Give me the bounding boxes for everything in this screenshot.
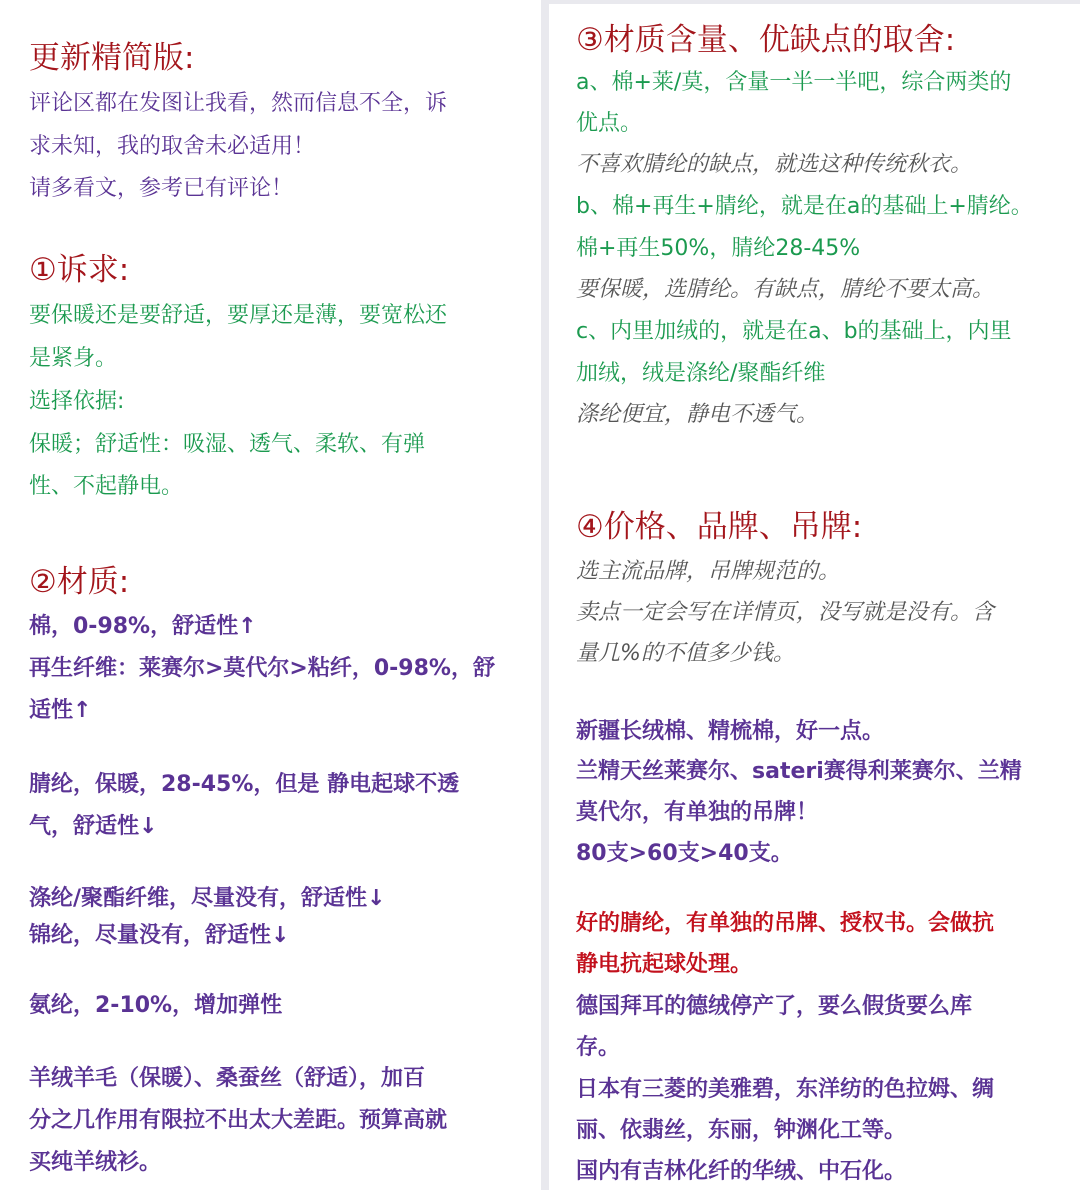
price-note: 选主流品牌，吊牌规范的。 xyxy=(576,559,841,584)
material-polyester: 涤纶/聚酯纤维，尽量没有，舒适性↓ xyxy=(29,886,386,911)
option-a-note: 不喜欢腈纶的缺点，就选这种传统秋衣。 xyxy=(576,152,973,177)
brand-line: 莫代尔，有单独的吊牌！ xyxy=(576,800,819,825)
section-heading-material: ②材质: xyxy=(29,564,130,600)
needs-line: 是紧身。 xyxy=(29,346,118,371)
price-note: 量几%的不值多少钱。 xyxy=(576,641,795,666)
brand-line: 兰精天丝莱赛尔、sateri赛得利莱赛尔、兰精 xyxy=(576,759,1022,784)
material-acrylic: 气，舒适性↓ xyxy=(29,814,158,839)
material-wool: 分之几作用有限拉不出太大差距。预算高就 xyxy=(29,1108,448,1133)
option-b-line: b、棉+再生+腈纶，就是在a的基础上+腈纶。 xyxy=(576,194,1033,219)
needs-line: 性、不起静电。 xyxy=(29,474,184,499)
material-spandex: 氨纶，2-10%，增加弹性 xyxy=(29,993,283,1018)
section-heading-content-tradeoff: ③材质含量、优缺点的取舍: xyxy=(576,22,956,58)
option-b-note: 要保暖，选腈纶。有缺点，腈纶不要太高。 xyxy=(576,277,995,302)
option-c-line: c、内里加绒的，就是在a、b的基础上，内里 xyxy=(576,319,1012,344)
acrylic-brand-line: 国内有吉林化纤的华绒、中石化。 xyxy=(576,1159,907,1184)
needs-line: 保暖；舒适性：吸湿、透气、柔软、有弹 xyxy=(29,432,426,457)
section-heading-needs: ①诉求: xyxy=(29,252,130,288)
intro-line: 求未知，我的取舍未必适用！ xyxy=(29,134,316,159)
price-note: 卖点一定会写在详情页，没写就是没有。含 xyxy=(576,600,995,625)
acrylic-quality-line: 静电抗起球处理。 xyxy=(576,952,753,977)
page-title: 更新精简版: xyxy=(29,40,195,76)
acrylic-brand-line: 日本有三菱的美雅碧，东洋纺的色拉姆、绸 xyxy=(576,1077,995,1102)
needs-line: 选择依据: xyxy=(29,389,125,414)
material-regen: 再生纤维：莱赛尔>莫代尔>粘纤，0-98%，舒 xyxy=(29,656,495,681)
material-nylon: 锦纶，尽量没有，舒适性↓ xyxy=(29,923,290,948)
material-acrylic: 腈纶，保暖，28-45%，但是 静电起球不透 xyxy=(29,772,460,797)
acrylic-brand-line: 德国拜耳的德绒停产了，要么假货要么库 xyxy=(576,994,973,1019)
material-wool: 羊绒羊毛（保暖）、桑蚕丝（舒适），加百 xyxy=(29,1066,426,1091)
option-c-note: 涤纶便宜，静电不透气。 xyxy=(576,402,819,427)
material-cotton: 棉，0-98%，舒适性↑ xyxy=(29,614,257,639)
option-c-line: 加绒，绒是涤纶/聚酯纤维 xyxy=(576,361,826,386)
intro-line: 评论区都在发图让我看，然而信息不全，诉 xyxy=(29,91,448,116)
material-wool: 买纯羊绒衫。 xyxy=(29,1150,162,1175)
intro-line: 请多看文，参考已有评论！ xyxy=(29,176,294,201)
acrylic-brand-line: 存。 xyxy=(576,1035,621,1060)
acrylic-brand-line: 丽、依翡丝，东丽，钟渊化工等。 xyxy=(576,1118,907,1143)
option-a-line: a、棉+莱/莫，含量一半一半吧，综合两类的 xyxy=(576,70,1012,95)
right-panel xyxy=(549,4,1080,1190)
option-a-line: 优点。 xyxy=(576,111,643,136)
needs-line: 要保暖还是要舒适，要厚还是薄，要宽松还 xyxy=(29,303,448,328)
material-regen: 适性↑ xyxy=(29,698,92,723)
brand-line: 80支>60支>40支。 xyxy=(576,841,793,866)
section-heading-price-brand: ④价格、品牌、吊牌: xyxy=(576,509,863,545)
option-b-line: 棉+再生50%，腈纶28-45% xyxy=(576,236,861,261)
acrylic-quality-line: 好的腈纶，有单独的吊牌、授权书。会做抗 xyxy=(576,911,995,936)
brand-line: 新疆长绒棉、精梳棉，好一点。 xyxy=(576,719,885,744)
